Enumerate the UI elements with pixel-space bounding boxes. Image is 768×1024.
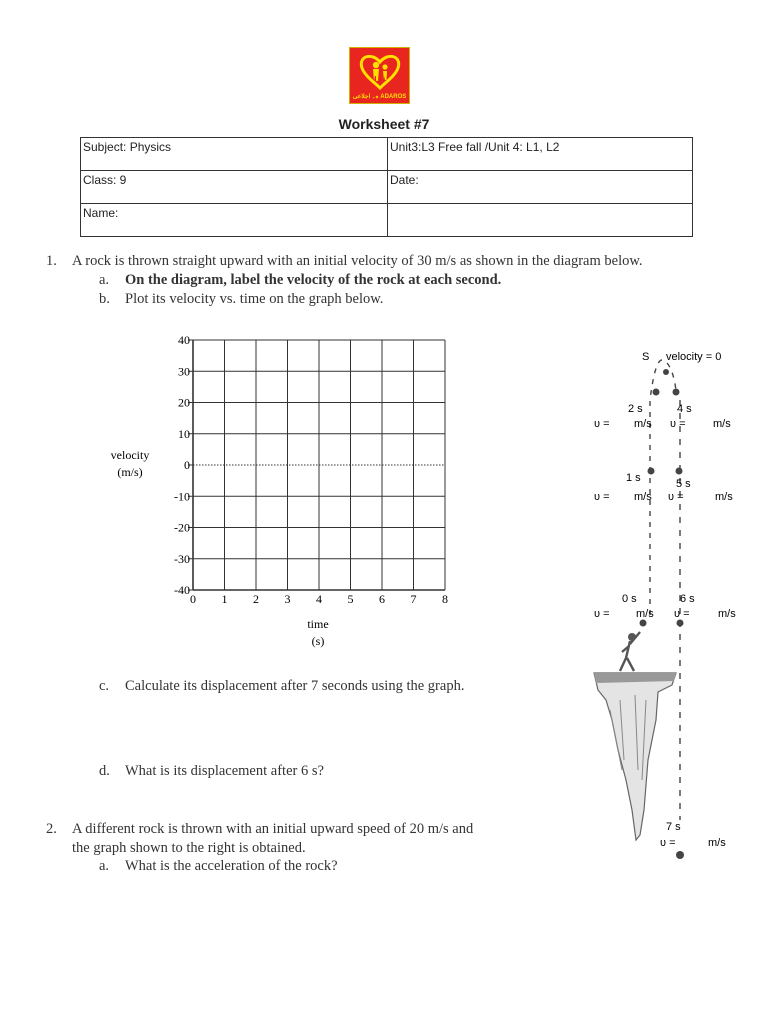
time-label-2s: 2 s (628, 403, 643, 415)
q2-text-line1: A different rock is thrown with an initial upward speed of 20 m/s and (72, 821, 474, 837)
q2-text-line2: the graph shown to the right is obtained. (72, 840, 306, 856)
unit-label: m/s (634, 418, 652, 430)
rock-dot (648, 468, 655, 475)
v-symbol: υ = (594, 608, 610, 620)
q1b-text: Plot its velocity vs. time on the graph below. (125, 291, 384, 307)
v-symbol: υ = (670, 418, 686, 430)
info-table (80, 137, 693, 237)
rock-dot (676, 468, 683, 475)
unit-label: m/s (718, 608, 736, 620)
logo-text: ه۔ اجلاعی ADAROS (352, 94, 407, 100)
time-label-0s: 0 s (622, 593, 637, 605)
x-tick-label: 5 (347, 592, 354, 606)
table-row (81, 204, 693, 237)
upward-path (650, 360, 676, 615)
unit-label: m/s (715, 491, 733, 503)
x-tick-label: 2 (253, 592, 259, 606)
q1-number: 1. (46, 253, 57, 269)
unit-cell: Unit3:L3 Free fall /Unit 4: L1, L2 (388, 138, 693, 171)
q1a-text: On the diagram, label the velocity of the rock at each second. (125, 272, 502, 288)
class-cell: Class: 9 (81, 171, 388, 204)
thrower-figure (620, 632, 640, 671)
rock-dot (673, 389, 680, 396)
v-symbol: υ = (594, 418, 610, 430)
y-tick-labels (174, 333, 190, 597)
y-axis-label-line1: velocity (110, 448, 150, 462)
subject-cell: Subject: Physics (81, 138, 388, 171)
velocity-time-graph (95, 328, 465, 658)
v-symbol: υ = (668, 491, 684, 503)
empty-cell (388, 204, 693, 237)
rock-dot (653, 389, 660, 396)
table-row (81, 171, 693, 204)
x-tick-label: 1 (221, 592, 228, 606)
y-tick-label: 10 (178, 426, 190, 441)
q1c-text: Calculate its displacement after 7 seconds using the graph. (125, 678, 465, 694)
q2a-label: a. (99, 858, 110, 874)
q2a-text: What is the acceleration of the rock? (125, 858, 338, 874)
x-tick-label: 6 (379, 592, 385, 606)
x-axis-label-line2: (s) (311, 634, 325, 648)
rock-dot (676, 851, 684, 859)
q1b-label: b. (99, 291, 110, 307)
q1a-label: a. (99, 272, 110, 288)
unit-label: m/s (708, 837, 726, 849)
y-tick-label: 0 (184, 458, 190, 472)
q2-number: 2. (46, 821, 57, 837)
time-label-7s: 7 s (666, 821, 681, 833)
v-symbol: υ = (594, 491, 610, 503)
worksheet-title: Worksheet #7 (338, 116, 430, 132)
x-tick-label: 3 (284, 592, 291, 606)
y-tick-label: -40 (174, 583, 190, 597)
y-tick-label: 20 (178, 395, 190, 410)
top-time-label: S (642, 351, 650, 363)
top-velocity-label: velocity = 0 (666, 351, 722, 363)
y-tick-label: -30 (174, 551, 190, 566)
unit-label: m/s (713, 418, 731, 430)
school-logo (349, 47, 410, 104)
v-symbol: υ = (660, 837, 676, 849)
x-tick-label: 7 (410, 592, 417, 606)
time-label-6s: 6 s (680, 593, 695, 605)
q1d-text: What is its displacement after 6 s? (125, 763, 324, 779)
rock-dot (677, 620, 684, 627)
x-axis-label-line1: time (307, 617, 329, 631)
rock-trajectory-diagram (580, 340, 768, 870)
q1-text: A rock is thrown straight upward with an initial velocity of 30 m/s as shown in the diagram below. (72, 253, 643, 269)
name-cell: Name: (81, 204, 388, 237)
rock-dot (640, 620, 647, 627)
q1d-label: d. (99, 763, 110, 779)
y-axis-label-line2: (m/s) (117, 465, 143, 479)
q1c-label: c. (99, 678, 110, 694)
y-tick-label: 40 (178, 333, 190, 347)
v-symbol: υ = (674, 608, 690, 620)
x-tick-labels (190, 592, 448, 606)
y-tick-label: -20 (174, 520, 190, 535)
unit-label: m/s (636, 608, 654, 620)
table-row (81, 138, 693, 171)
x-tick-label: 4 (316, 592, 322, 606)
x-tick-label: 0 (190, 592, 196, 606)
x-tick-label: 8 (442, 592, 448, 606)
time-label-1s: 1 s (626, 472, 641, 484)
date-cell: Date: (388, 171, 693, 204)
y-tick-label: 30 (178, 364, 190, 379)
y-tick-label: -10 (174, 489, 190, 504)
time-label-4s: 4 s (677, 403, 692, 415)
unit-label: m/s (634, 491, 652, 503)
rock-dot (663, 369, 669, 375)
time-label-5s: 5 s (676, 478, 691, 490)
grid-horizontal-lines (188, 340, 445, 590)
